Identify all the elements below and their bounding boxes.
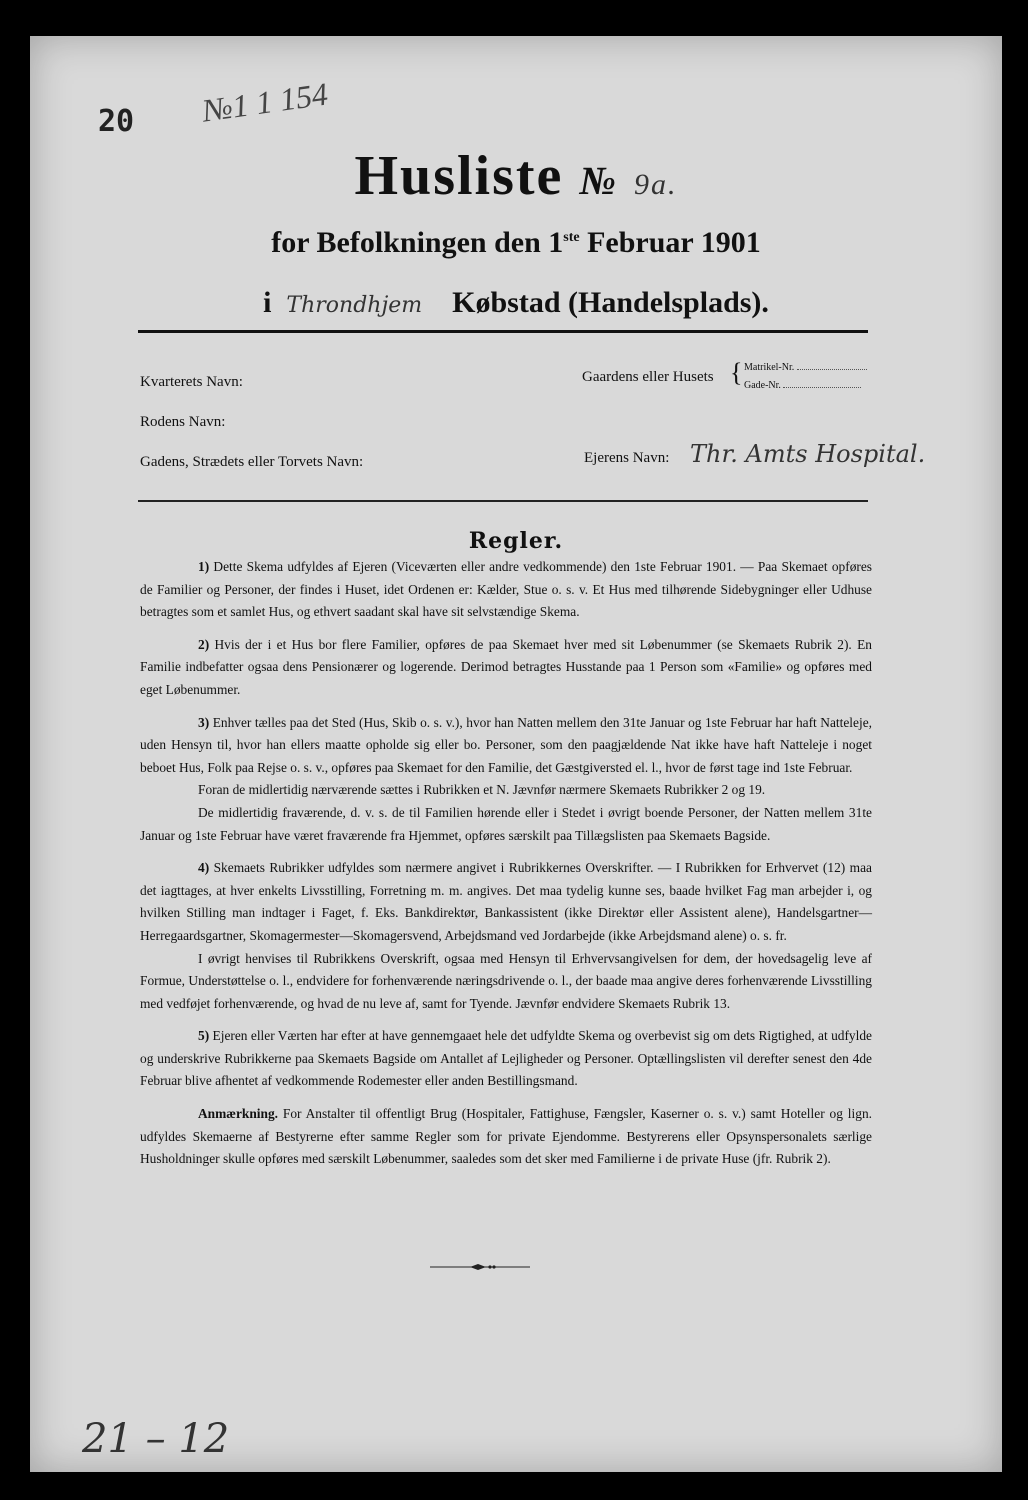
bracket: { — [730, 358, 743, 387]
rule-paragraph: 5) Ejeren eller Værten har efter at have gennemgaaet hele det udfyldte Skema og overbevist sig om dets Rigtighed, at udfylde og underskrive Rubrikkerne paa Skemaets Bagside om Antallet af Lejligheder og Personer. Optællingslisten vil derefter senest den 4de Februar blive afhentet af vedkommende Rodemester eller anden Bestillingsmand. — [140, 1028, 872, 1089]
gade-nr-label: Gade-Nr. — [744, 380, 861, 391]
number-mark: № — [579, 158, 619, 203]
town-line: i Throndhjem Købstad (Handelsplads). — [263, 286, 769, 319]
rule-paragraph: 2) Hvis der i et Hus bor flere Familier, opføres de paa Skemaet hver med sit Løbenummer (se Skemaets Rubrik 2). En Familie indbefatter ogsaa dens Pensionærer og logerende. Derimod betragtes Husstande paa 1 Person som «Familie» og opføres med eget Løbenummer. — [140, 636, 872, 697]
town-name: Throndhjem — [286, 293, 423, 318]
gaard-label: Gaardens eller Husets — [582, 369, 714, 385]
rule-paragraph: De midlertidig fraværende, d. v. s. de til Familien hørende eller i Stedet i øvrigt boende Personer, der Natten mellem 31te Januar og 1ste Februar have været fraværende fra Hjemmet, opføres særskilt paa Tillægslisten paa Skemaets Bagside. — [140, 804, 872, 843]
rules-heading: Regler. — [468, 528, 564, 554]
rules-body — [140, 556, 872, 1171]
rule-paragraph: 1) Dette Skema udfyldes af Ejeren (Viceværten eller andre vedkommende) den 1ste Februar 1901. — Paa Skemaet opføres de Familier og Personer, der findes i Huset, idet Ordenen er: Kælder, Stue o. s. v. Et Hus med tilhørende Sidebygninger eller Udhuse betragtes som et samlet Hus, og ethvert saadant skal have sit selvstændige Skema. — [140, 559, 872, 620]
gade-label: Gadens, Strædets eller Torvets Navn: — [140, 454, 364, 470]
document-title — [30, 144, 1002, 208]
rule-paragraph: 4) Skemaets Rubrikker udfyldes som nærmere angivet i Rubrikkernes Overskrifter. — I Rubrikken for Erhvervet (12) maa det iagttages, at hver enkelts Livsstilling, Forretning m. m. angives. Det maa tydelig kunne ses, baade hvilket Fag man arbejder i, og hvilken Stilling man indtager i Faget, f. Eks. Bankdirektør, Bankassistent (ikke Direktør eller Assistent alene), Handelsgartner—Herregaardsgartner, Skomagermester—Skomagersvend, Arbejdsmand ved Jordarbejde (ikke Arbejdsmand alene) o. s. fr. — [140, 860, 872, 943]
rode-label: Rodens Navn: — [140, 414, 226, 430]
matrikel-label: Matrikel-Nr. — [744, 362, 867, 373]
rule-paragraph: I øvrigt henvises til Rubrikkens Overskrift, ogsaa med Hensyn til Erhvervsangivelsen for dem, der hovedsagelig leve af Formue, Understøttelse o. l., endvidere for forhenværende næringsdrivende o. l., der baade maa angive deres forhenværende Livsstilling med vedføjet forhenværende, og hvad de nu leve af, samt for Tyende. Jævnfør endvidere Skemaets Rubrik 13. — [140, 950, 872, 1011]
fields-divider — [138, 500, 868, 502]
rule-paragraph: Foran de midlertidig nærværende sættes i Rubrikken et N. Jævnfør nærmere Skemaets Rubrikker 2 og 19. — [198, 782, 766, 798]
kvarter-label: Kvarterets Navn: — [140, 374, 243, 390]
document-page — [30, 36, 1002, 1472]
handwritten-bottom-note: 21 – 12 — [82, 1416, 230, 1462]
ornament-divider — [430, 1262, 530, 1272]
annotation-paragraph: Anmærkning. For Anstalter til offentligt Brug (Hospitaler, Fattighuse, Fængsler, Kaserner o. s. v.) samt Hoteller og lign. udfyldes Skemaerne af Bestyrerne efter samme Regler som for private Ejendomme. Bestyrerens eller Opsynspersonalets særlige Husholdninger skulle opføres med særskilt Løbenummer, saaledes som det sker med Familierne i de private Huse (jfr. Rubrik 2). — [140, 1106, 872, 1167]
title-word: Husliste — [354, 145, 564, 207]
eier-value: Thr. Amts Hospital. — [690, 440, 926, 468]
header-divider — [138, 330, 868, 333]
house-list-number: 9a. — [634, 168, 678, 201]
eier-label: Ejerens Navn: — [584, 450, 670, 466]
document-subtitle: for Befolkningen den 1ste Februar 1901 — [271, 226, 761, 259]
rule-paragraph: 3) Enhver tælles paa det Sted (Hus, Skib o. s. v.), hvor han Natten mellem den 31te Januar og 1ste Februar har haft Natteleje, uden Hensyn til, hvor han ellers maatte opholde sig eller bo. Personer, som den paagjældende Nat ikke have haft Natteleje i noget beboet Hus, Folk paa Rejse o. s. v., opføres paa Skemaet for den Familie, det Gæstgiversted el. l., hvor de først tage ind 1ste Februar. — [140, 714, 872, 775]
archive-stamp: 20 — [98, 104, 135, 139]
handwritten-archive-number: №1 1 154 — [200, 75, 330, 129]
